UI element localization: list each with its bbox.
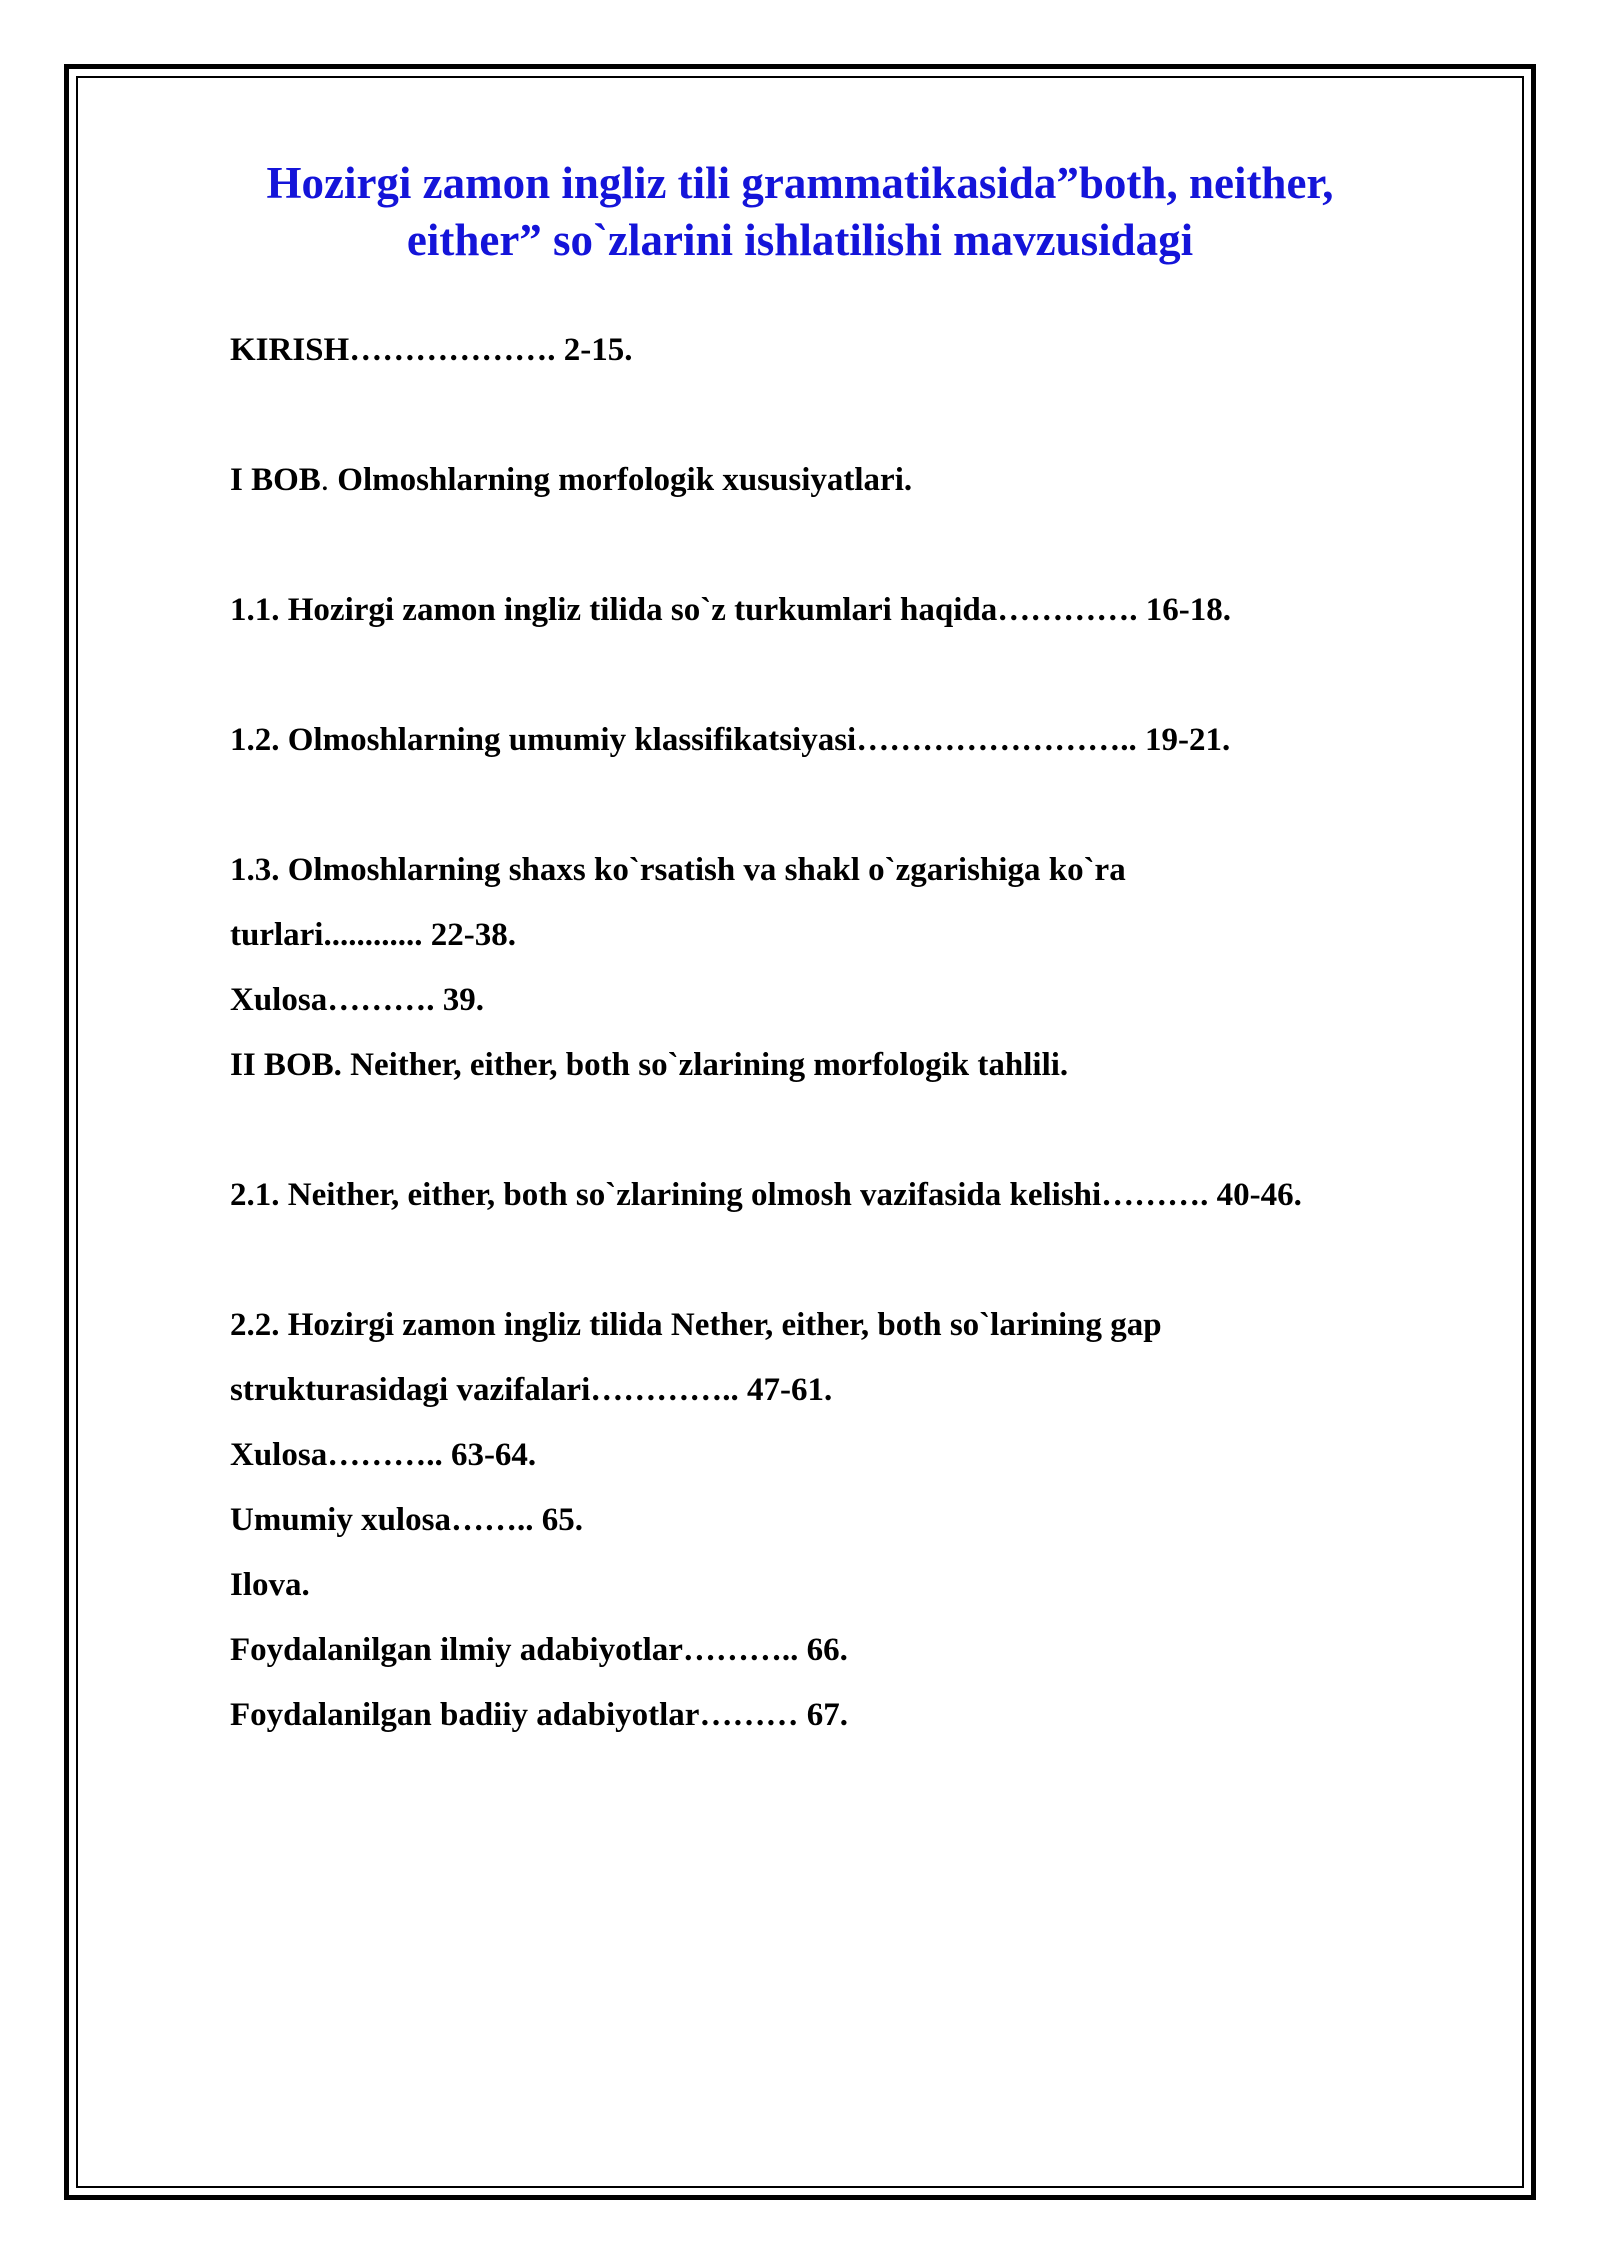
spacer [230,513,1510,578]
toc-section-2-1: 2.1. Neither, either, both so`zlarining olmosh vazifasida kelishi………. 40-46. [230,1177,1302,1213]
spacer [230,643,1510,708]
document-title [200,155,1400,269]
toc-section-2-2-line-2: strukturasidagi vazifalari………….. 47-61. [230,1372,833,1408]
spacer [230,1228,1510,1293]
toc-section-1-1: 1.1. Hozirgi zamon ingliz tilida so`z turkumlari haqida…………. 16-18. [230,592,1232,628]
chapter-1-separator: . [320,462,330,498]
spacer [230,383,1510,448]
table-of-contents [230,318,1510,1748]
toc-ilova: Ilova. [230,1567,310,1603]
toc-section-1-3-line-2: turlari............ 22-38. [230,917,516,953]
toc-umumiy-xulosa: Umumiy xulosa…….. 65. [230,1502,583,1538]
toc-section-1-2: 1.2. Olmoshlarning umumiy klassifikatsiyasi…………………….. 19-21. [230,722,1231,758]
toc-badiiy-adabiyotlar: Foydalanilgan badiiy adabiyotlar……… 67. [230,1697,848,1733]
toc-section-2-2-line-1: 2.2. Hozirgi zamon ingliz tilida Nether, either, both so`larining gap [230,1307,1162,1343]
spacer [230,1098,1510,1163]
toc-chapter-2: II BOB. Neither, either, both so`zlarining morfologik tahlili. [230,1047,1069,1083]
title-line-1: Hozirgi zamon ingliz tili grammatikasida”both, neither, [266,158,1334,208]
toc-xulosa-1: Xulosa………. 39. [230,982,484,1018]
toc-chapter-1 [230,448,1510,513]
chapter-1-prefix: I BOB [230,462,321,498]
spacer [230,773,1510,838]
toc-section-1-3-line-1: 1.3. Olmoshlarning shaxs ko`rsatish va shakl o`zgarishiga ko`ra [230,852,1126,888]
toc-kirish: KIRISH………………. 2-15. [230,332,633,368]
toc-ilmiy-adabiyotlar: Foydalanilgan ilmiy adabiyotlar……….. 66. [230,1632,848,1668]
toc-xulosa-2: Xulosa……….. 63-64. [230,1437,537,1473]
title-line-2: either” so`zlarini ishlatilishi mavzusidagi [406,215,1194,265]
chapter-1-title: Olmoshlarning morfologik xususiyatlari. [329,462,913,498]
